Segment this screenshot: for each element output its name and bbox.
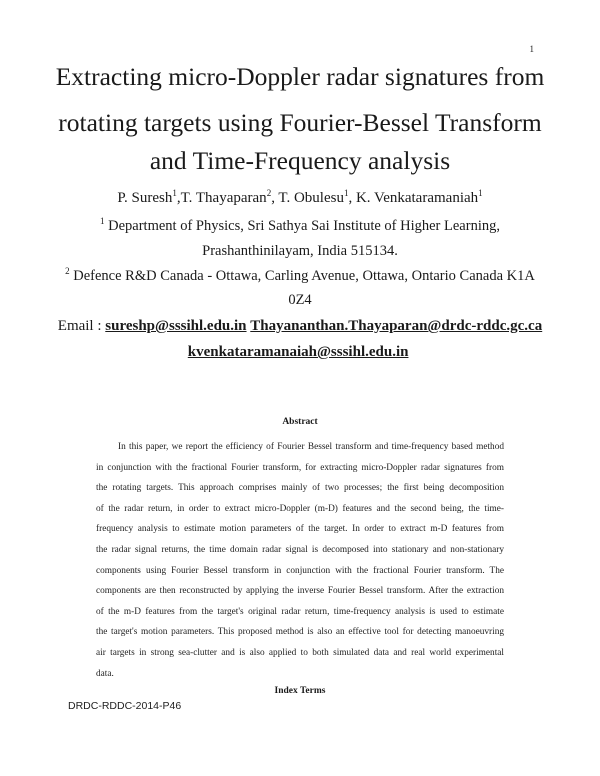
abstract-line: of the m-D features from the target's original radar return, time-frequency analysis is used to estimate (96, 606, 504, 617)
author-name: , K. Venkataramaniah (348, 190, 479, 206)
author-affil-mark: 1 (172, 188, 177, 198)
affiliation-2-line-2: 0Z4 (288, 292, 312, 308)
abstract-line: of the radar return, in order to extract micro-Doppler (m-D) features and the second being, the time- (96, 503, 504, 514)
abstract-line: components using Fourier Bessel transform in conjunction with the fractional Fourier transform. The (96, 565, 504, 576)
abstract-line: the rotating targets. This approach comprises mainly of two processes; the first being decomposition (96, 483, 504, 494)
paper-title-line-2: rotating targets using Fourier-Bessel Transform (58, 108, 542, 137)
author-affil-mark: 1 (478, 188, 483, 198)
email-line-2 (0, 344, 600, 361)
paper-title-line-1: Extracting micro-Doppler radar signatures from (55, 62, 545, 91)
abstract-body (96, 437, 504, 684)
email-link-venkataramaniah[interactable]: kvenkataramanaiah@sssihl.edu.in (187, 344, 409, 360)
email-line (0, 318, 600, 335)
author-affil-mark: 2 (266, 188, 272, 198)
affiliation-mark: 1 (100, 216, 105, 226)
report-id: DRDC-RDDC-2014-P46 (68, 700, 182, 712)
affiliation-1-line-1: $^1$ Department of Physics, Sri Sathya Sai Institute of Higher Learning, (100, 216, 500, 234)
abstract-line: air targets in strong sea-clutter and is also applied to both simulated data and real world experimental (96, 647, 504, 658)
author-affil-mark: 1 (343, 188, 349, 198)
paper-title-line-3: and Time-Frequency analysis (149, 146, 451, 175)
email-label: Email : (57, 318, 106, 334)
abstract-line: the radar signal returns, the time domain radar signal is decomposed into stationary and non-stationary (96, 544, 504, 555)
affiliation-mark: 2 (65, 266, 70, 276)
abstract-line: data. (96, 668, 114, 679)
email-link-thayaparan[interactable]: Thayananthan.Thayaparan@drdc-rddc.gc.ca (250, 318, 543, 334)
email-link-suresh[interactable]: sureshp@sssihl.edu.in (105, 318, 247, 334)
abstract-line: in conjunction with the fractional Fourier transform, for extracting micro-Doppler radar signatures from (96, 462, 504, 473)
abstract-line: the target's motion parameters. This proposed method is also an effective tool for detecting manoeuvring (96, 627, 504, 638)
affiliation-1-line-2: Prashanthinilayam, India 515134. (202, 243, 398, 259)
author-name: ,T. Thayaparan (176, 190, 267, 206)
affiliation-2-line-1: $^2$ Defence R&D Canada - Ottawa, Carling Avenue, Ottawa, Ontario Canada K1A (65, 266, 535, 284)
abstract-line: frequency analysis to estimate motion parameters of the target. In order to extract m-D features from (96, 524, 504, 535)
abstract-heading: Abstract (282, 417, 318, 427)
author-name: P. Suresh (117, 190, 173, 206)
page-number: 1 (529, 44, 534, 54)
author-name: , T. Obulesu (271, 190, 344, 206)
abstract-line: components are then reconstructed by applying the inverse Fourier Bessel transform. After the extraction (96, 586, 504, 597)
abstract-line: In this paper, we report the efficiency of Fourier Bessel transform and time-frequency based method (118, 442, 504, 452)
index-terms-heading: Index Terms (274, 686, 326, 696)
author-list (0, 190, 600, 207)
